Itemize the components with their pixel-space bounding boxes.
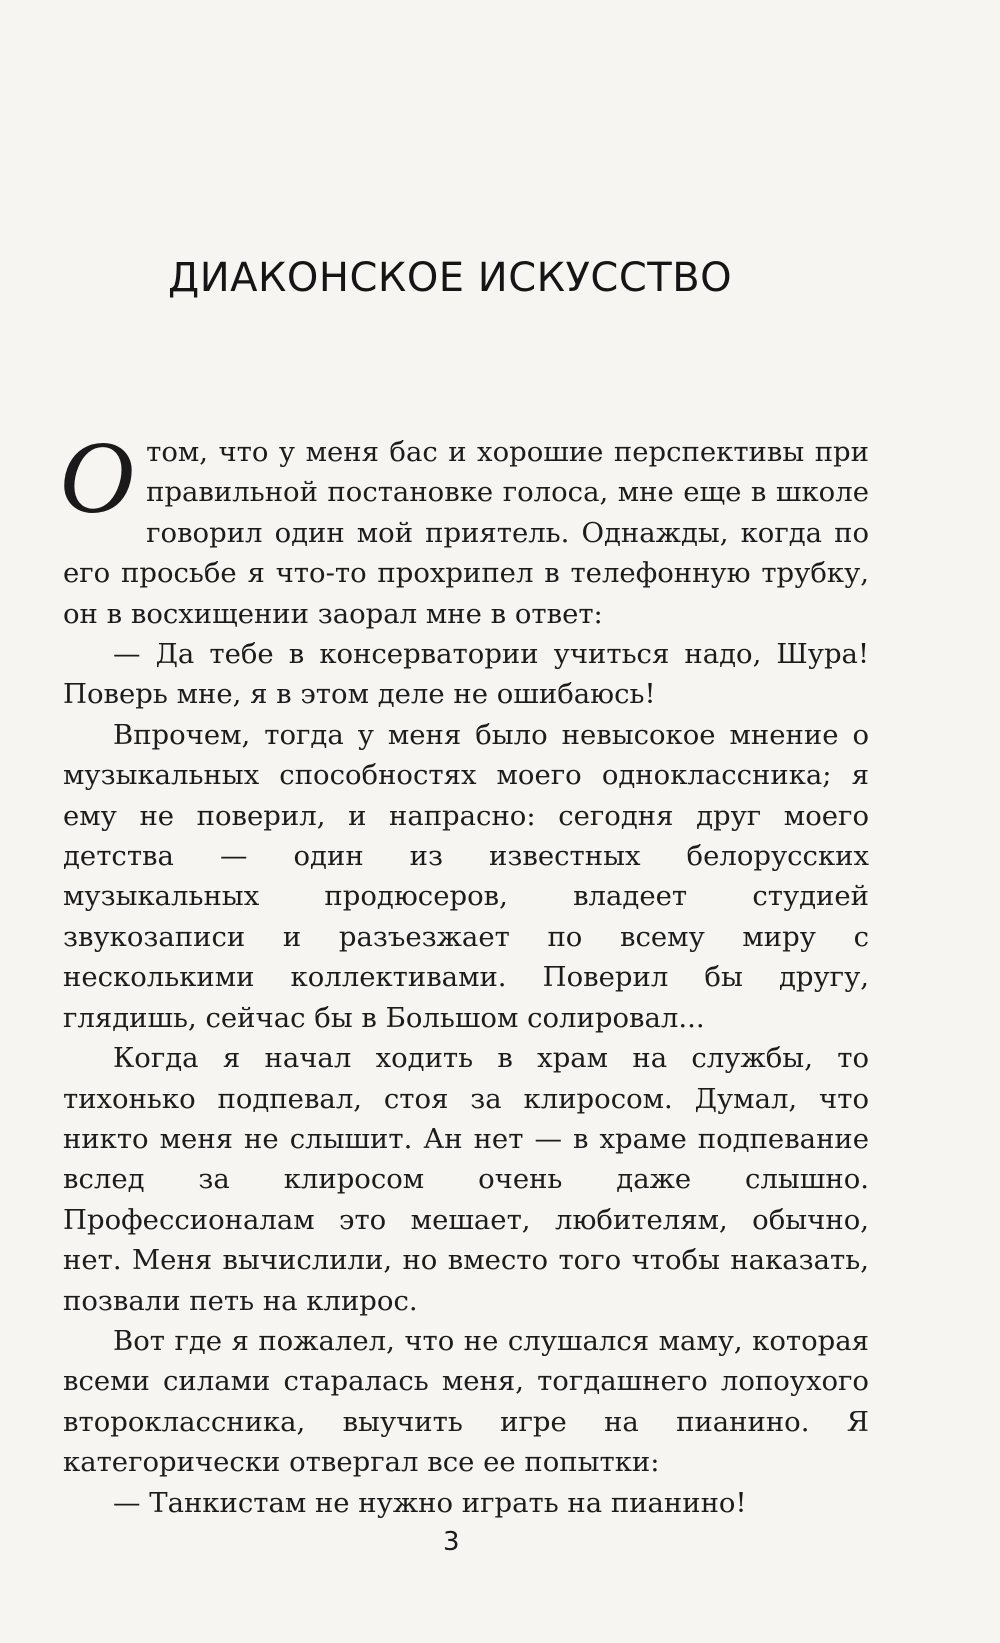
paragraph-2: — Да тебе в консерватории учиться надо, Шура! Поверь мне, я в этом деле не ошибаюсь! [63, 638, 869, 711]
page-number: 3 [443, 1527, 460, 1557]
paragraph-3: Впрочем, тогда у меня было невысокое мнение о музыкальных способностях моего одноклассника; я ему не поверил, и напрасно: сегодня друг моего детства — один из известных белорусских музыкальных продюсеров, владеет студией звукозаписи и разъезжает по всему миру с несколькими коллективами. Поверил бы другу, глядишь, сейчас бы в Большом солировал... [63, 718, 869, 1034]
paragraph-4: Когда я начал ходить в храм на службы, то тихонько подпевал, стоя за клиросом. Думал, что никто меня не слышит. Ан нет — в храме подпевание вслед за клиросом очень даже слышно. Профессионалам это мешает, любителям, обычно, нет. Меня вычислили, но вместо того чтобы наказать, позвали петь на клирос. [63, 1042, 869, 1317]
chapter-title: ДИАКОНСКОЕ ИСКУССТВО [168, 255, 733, 301]
paragraph-1 [59, 420, 869, 634]
body-text [59, 420, 869, 1523]
paragraph-6: — Танкистам не нужно играть на пианино! [113, 1486, 747, 1519]
paragraph-5: Вот где я пожалел, что не слушался маму, которая всеми силами старалась меня, тогдашнего лопоухого второклассника, выучить игре на пианино. Я категорически отвергал все ее попытки: [63, 1324, 869, 1479]
drop-cap: О [59, 420, 135, 535]
paragraph-1-text: том, что у меня бас и хорошие перспективы при правильной постановке голоса, мне еще в школе говорил один мой приятель. Однажды, когда по его просьбе я что-то прохрипел в телефонную трубку, он в восхищении заорал мне в ответ: [63, 436, 869, 630]
